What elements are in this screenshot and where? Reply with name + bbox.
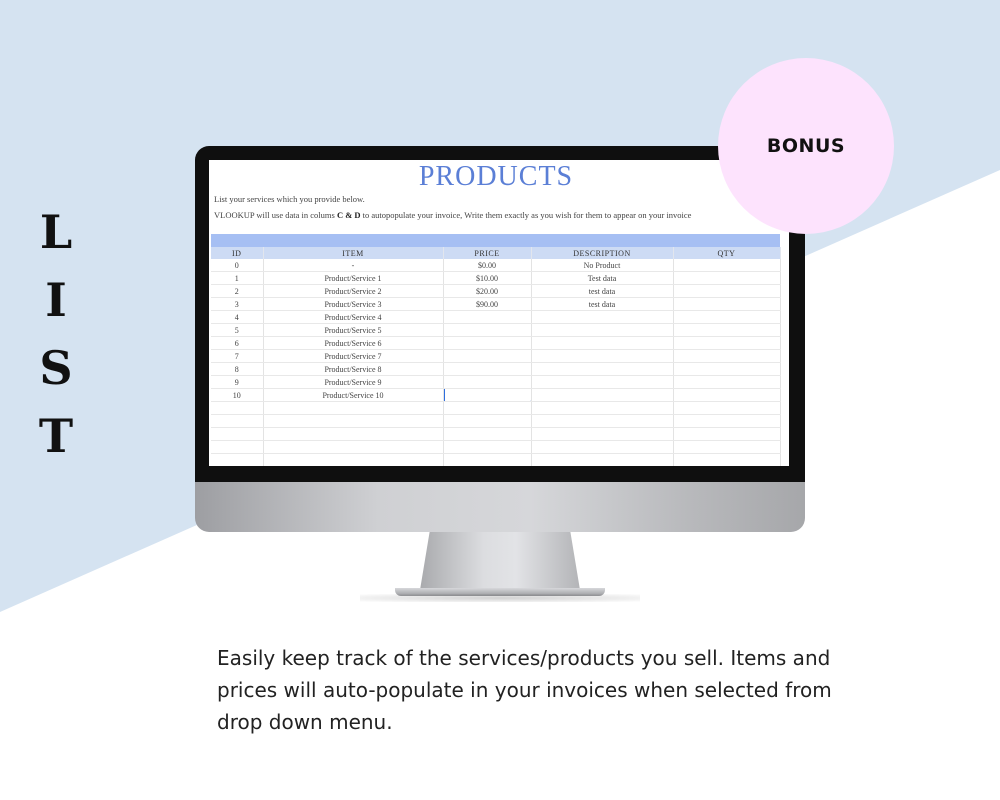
table-row <box>211 259 780 272</box>
cell-description[interactable] <box>531 389 673 402</box>
cell-item[interactable]: Product/Service 1 <box>263 272 443 285</box>
bonus-badge: BONUS <box>718 58 894 234</box>
cell-qty[interactable] <box>673 428 780 441</box>
table-row <box>211 415 780 428</box>
table-row <box>211 363 780 376</box>
cell-qty[interactable] <box>673 415 780 428</box>
side-letter: L <box>39 205 73 259</box>
cell-qty[interactable] <box>673 363 780 376</box>
table-row <box>211 428 780 441</box>
cell-qty[interactable] <box>673 311 780 324</box>
cell-id[interactable]: 3 <box>211 298 263 311</box>
cell-price[interactable] <box>443 441 531 454</box>
sheet-instruction-1: List your services which you provide below. <box>214 194 365 204</box>
table-row <box>211 376 780 389</box>
products-table <box>211 247 781 466</box>
cell-item[interactable] <box>263 454 443 467</box>
table-row <box>211 350 780 363</box>
cell-item[interactable]: Product/Service 6 <box>263 337 443 350</box>
cell-item[interactable] <box>263 441 443 454</box>
cell-qty[interactable] <box>673 402 780 415</box>
cell-description[interactable] <box>531 337 673 350</box>
cell-item[interactable] <box>263 428 443 441</box>
cell-qty[interactable] <box>673 376 780 389</box>
instruction-text-post: to autopopulate your invoice, Write them exactly as you wish for them to appear on your invoice <box>360 210 692 220</box>
cell-price[interactable] <box>443 454 531 467</box>
monitor-shadow <box>360 594 640 602</box>
cell-item[interactable]: Product/Service 10 <box>263 389 443 402</box>
cell-description[interactable] <box>531 311 673 324</box>
column-header-item[interactable]: ITEM <box>263 247 443 259</box>
cell-qty[interactable] <box>673 298 780 311</box>
cell-description[interactable] <box>531 324 673 337</box>
selection-box <box>444 389 532 402</box>
cell-id[interactable]: 9 <box>211 376 263 389</box>
table-row <box>211 402 780 415</box>
cell-description[interactable] <box>531 350 673 363</box>
cell-item[interactable]: Product/Service 9 <box>263 376 443 389</box>
cell-qty[interactable] <box>673 454 780 467</box>
cell-price[interactable] <box>443 363 531 376</box>
cell-description[interactable]: Test data <box>531 272 673 285</box>
cell-id[interactable]: 7 <box>211 350 263 363</box>
cell-id[interactable]: 10 <box>211 389 263 402</box>
side-letter: I <box>45 273 67 327</box>
cell-qty[interactable] <box>673 285 780 298</box>
cell-item[interactable]: Product/Service 2 <box>263 285 443 298</box>
cell-item[interactable]: Product/Service 4 <box>263 311 443 324</box>
monitor-chin <box>195 482 805 532</box>
table-row <box>211 311 780 324</box>
cell-item[interactable]: - <box>263 259 443 272</box>
side-letter: S <box>39 341 73 395</box>
header-band <box>211 234 780 247</box>
cell-id[interactable] <box>211 428 263 441</box>
cell-description[interactable] <box>531 441 673 454</box>
cell-id[interactable]: 1 <box>211 272 263 285</box>
table-row <box>211 454 780 467</box>
cell-qty[interactable] <box>673 324 780 337</box>
cell-id[interactable]: 4 <box>211 311 263 324</box>
cell-id[interactable]: 5 <box>211 324 263 337</box>
cell-price[interactable] <box>443 324 531 337</box>
side-word-list <box>28 198 84 470</box>
cell-id[interactable]: 0 <box>211 259 263 272</box>
cell-price[interactable] <box>443 402 531 415</box>
cell-item[interactable] <box>263 415 443 428</box>
table-row <box>211 298 780 311</box>
cell-description[interactable] <box>531 454 673 467</box>
cell-price[interactable] <box>443 350 531 363</box>
column-header-id[interactable]: ID <box>211 247 263 259</box>
table-row <box>211 272 780 285</box>
cell-item[interactable]: Product/Service 7 <box>263 350 443 363</box>
cell-id[interactable]: 6 <box>211 337 263 350</box>
sheet-title: PRODUCTS <box>418 161 574 192</box>
table-row <box>211 389 780 402</box>
cell-item[interactable]: Product/Service 8 <box>263 363 443 376</box>
cell-qty[interactable] <box>673 337 780 350</box>
cell-price[interactable] <box>443 428 531 441</box>
cell-qty[interactable] <box>673 389 780 402</box>
cell-price[interactable]: $90.00 <box>443 298 531 311</box>
instruction-text-pre: VLOOKUP will use data in colums <box>214 210 337 220</box>
cell-id[interactable] <box>211 454 263 467</box>
spreadsheet-screen <box>209 160 789 466</box>
column-header-qty[interactable]: QTY <box>673 247 780 259</box>
table-row <box>211 324 780 337</box>
instruction-text-bold: C & D <box>336 210 361 220</box>
cell-qty[interactable] <box>673 272 780 285</box>
table-row <box>211 285 780 298</box>
cell-id[interactable] <box>211 402 263 415</box>
cell-description[interactable] <box>531 415 673 428</box>
selected-cell[interactable] <box>443 389 531 402</box>
sheet-instruction-2 <box>214 210 691 220</box>
cell-item[interactable]: Product/Service 5 <box>263 324 443 337</box>
cell-id[interactable] <box>211 415 263 428</box>
caption-text: Easily keep track of the services/products you sell. Items and prices will auto-populate in your invoices when selected from drop down menu. <box>217 646 832 734</box>
cell-qty[interactable] <box>673 441 780 454</box>
header-row <box>211 247 780 259</box>
cell-id[interactable]: 8 <box>211 363 263 376</box>
cell-description[interactable] <box>531 428 673 441</box>
cell-price[interactable]: $0.00 <box>443 259 531 272</box>
column-header-description[interactable]: DESCRIPTION <box>531 247 673 259</box>
cell-qty[interactable] <box>673 350 780 363</box>
cell-price[interactable] <box>443 415 531 428</box>
cell-price[interactable]: $10.00 <box>443 272 531 285</box>
cell-description[interactable] <box>531 376 673 389</box>
cell-qty[interactable] <box>673 259 780 272</box>
cell-id[interactable]: 2 <box>211 285 263 298</box>
cell-item[interactable] <box>263 402 443 415</box>
table-row <box>211 441 780 454</box>
cell-price[interactable] <box>443 311 531 324</box>
cell-item[interactable]: Product/Service 3 <box>263 298 443 311</box>
cell-price[interactable]: $20.00 <box>443 285 531 298</box>
cell-description[interactable]: No Product <box>531 259 673 272</box>
cell-description[interactable]: test data <box>531 298 673 311</box>
cell-price[interactable] <box>443 376 531 389</box>
monitor-stand <box>420 532 580 590</box>
cell-description[interactable]: test data <box>531 285 673 298</box>
fill-handle[interactable] <box>530 400 532 402</box>
cell-price[interactable] <box>443 337 531 350</box>
cell-description[interactable] <box>531 402 673 415</box>
cell-id[interactable] <box>211 441 263 454</box>
column-header-price[interactable]: PRICE <box>443 247 531 259</box>
side-letter: T <box>38 409 74 463</box>
cell-description[interactable] <box>531 363 673 376</box>
table-row <box>211 337 780 350</box>
